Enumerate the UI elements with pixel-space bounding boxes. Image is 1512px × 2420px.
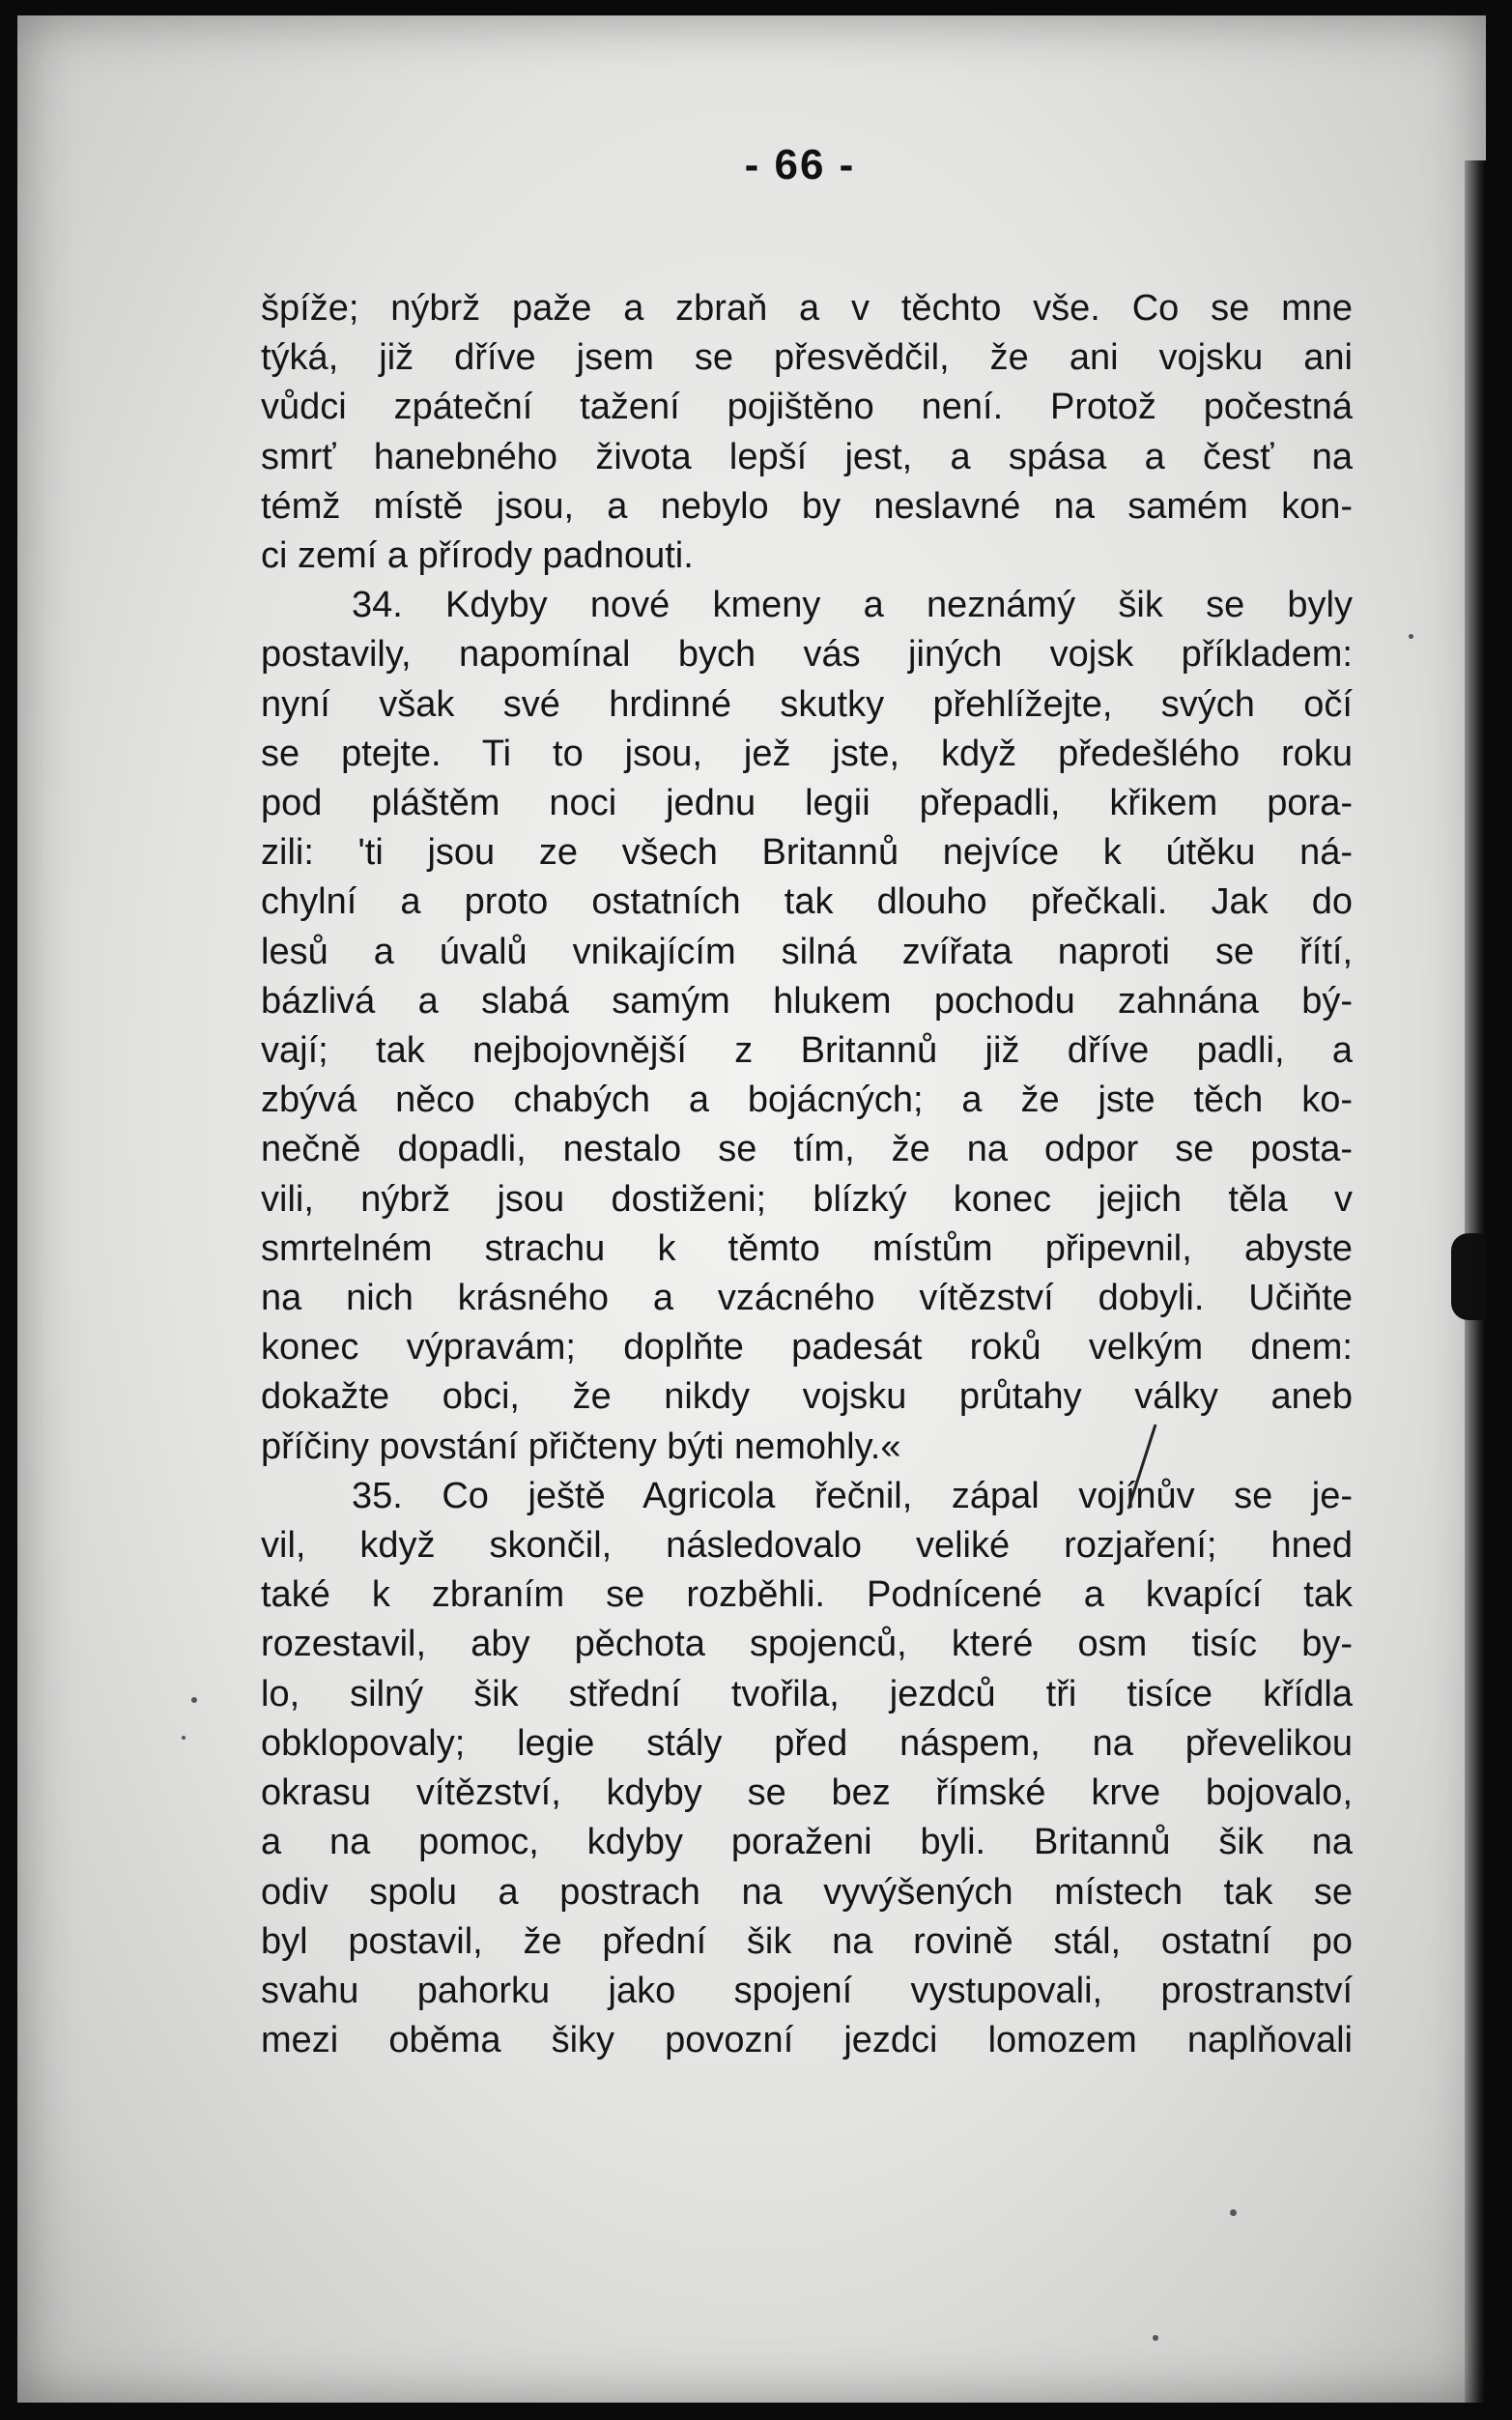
book-page — [17, 15, 1486, 2403]
text-line: smrť hanebného života lepší jest, a spása a česť na — [261, 436, 1353, 477]
paragraph-1 — [261, 284, 1353, 581]
text-line: ci zemí a přírody padnouti. — [261, 535, 694, 577]
dust-speck — [1230, 2209, 1237, 2216]
text-line: smrtelném strachu k těmto místům připevnil, abyste — [261, 1227, 1353, 1269]
text-line: 35. Co ještě Agricola řečnil, zápal vojínův se je- — [352, 1475, 1353, 1516]
text-line: se ptejte. Ti to jsou, jež jste, když předešlého roku — [261, 733, 1353, 774]
body-text — [261, 284, 1353, 2065]
text-line: odiv spolu a postrach na vyvýšených místech tak se — [261, 1871, 1353, 1913]
dust-speck — [1409, 634, 1413, 639]
dust-speck — [191, 1697, 197, 1703]
text-line: 34. Kdyby nové kmeny a neznámý šik se byly — [352, 585, 1353, 626]
text-line: a na pomoc, kdyby poraženi byli. Britannů šik na — [261, 1822, 1353, 1863]
text-line: lo, silný šik střední tvořila, jezdců tři tisíce křídla — [261, 1673, 1353, 1714]
text-line: obklopovaly; legie stály před náspem, na převelikou — [261, 1722, 1353, 1764]
text-line: okrasu vítězství, kdyby se bez římské krve bojovalo, — [261, 1772, 1353, 1814]
text-line: dokažte obci, že nikdy vojsku průtahy války aneb — [261, 1376, 1353, 1418]
text-line: svahu pahorku jako spojení vystupovali, prostranství — [261, 1970, 1353, 2011]
text-line: zili: 'ti jsou ze všech Britannů nejvíce k útěku ná- — [261, 832, 1353, 874]
text-line: zbývá něco chabých a bojácných; a že jste těch ko- — [261, 1080, 1353, 1121]
text-line: vají; tak nejbojovnější z Britannů již dříve padli, a — [261, 1030, 1353, 1072]
paragraph-3 — [261, 1472, 1353, 2065]
text-line: byl postavil, že přední šik na rovině stál, ostatní po — [261, 1920, 1353, 1962]
text-line: vil, když skončil, následovalo veliké rozjaření; hned — [261, 1525, 1353, 1567]
paragraph-2 — [261, 581, 1353, 1472]
text-line: rozestavil, aby pěchota spojenců, které osm tisíc by- — [261, 1624, 1353, 1665]
text-line: týká, již dříve jsem se přesvědčil, že ani vojsku ani — [261, 337, 1353, 379]
text-line: mezi oběma šiky povozní jezdci lomozem naplňovali — [261, 2020, 1353, 2061]
text-line: špíže; nýbrž paže a zbraň a v těchto vše. Co se mne — [261, 288, 1353, 329]
dust-speck — [182, 1736, 185, 1740]
text-line: bázlivá a slabá samým hlukem pochodu zahnána bý- — [261, 980, 1353, 1022]
text-line: pod pláštěm noci jednu legii přepadli, křikem pora- — [261, 783, 1353, 824]
text-line: chylní a proto ostatních tak dlouho přečkali. Jak do — [261, 881, 1353, 923]
binding-clip — [1451, 1233, 1486, 1320]
text-line: nečně dopadli, nestalo se tím, že na odpor se posta- — [261, 1129, 1353, 1170]
page-number: - 66 - — [744, 141, 856, 188]
text-line: lesů a úvalů vnikajícím silná zvířata naproti se řítí, — [261, 931, 1353, 972]
text-line: příčiny povstání přičteny býti nemohly.« — [261, 1426, 901, 1467]
text-line: nyní však své hrdinné skutky přehlížejte, svých očí — [261, 683, 1353, 725]
dust-speck — [1153, 2335, 1158, 2341]
text-line: témž místě jsou, a nebylo by neslavné na samém kon- — [261, 485, 1353, 527]
text-line: na nich krásného a vzácného vítězství dobyli. Učiňte — [261, 1278, 1353, 1319]
text-line: vůdci zpáteční tažení pojištěno není. Protož počestná — [261, 387, 1353, 428]
text-line: vili, nýbrž jsou dostiženi; blízký konec jejich těla v — [261, 1178, 1353, 1220]
text-line: konec výpravám; doplňte padesát roků velkým dnem: — [261, 1327, 1353, 1368]
text-line: postavily, napomínal bych vás jiných vojsk příkladem: — [261, 634, 1353, 676]
text-line: také k zbraním se rozběhli. Podnícené a kvapící tak — [261, 1574, 1353, 1616]
